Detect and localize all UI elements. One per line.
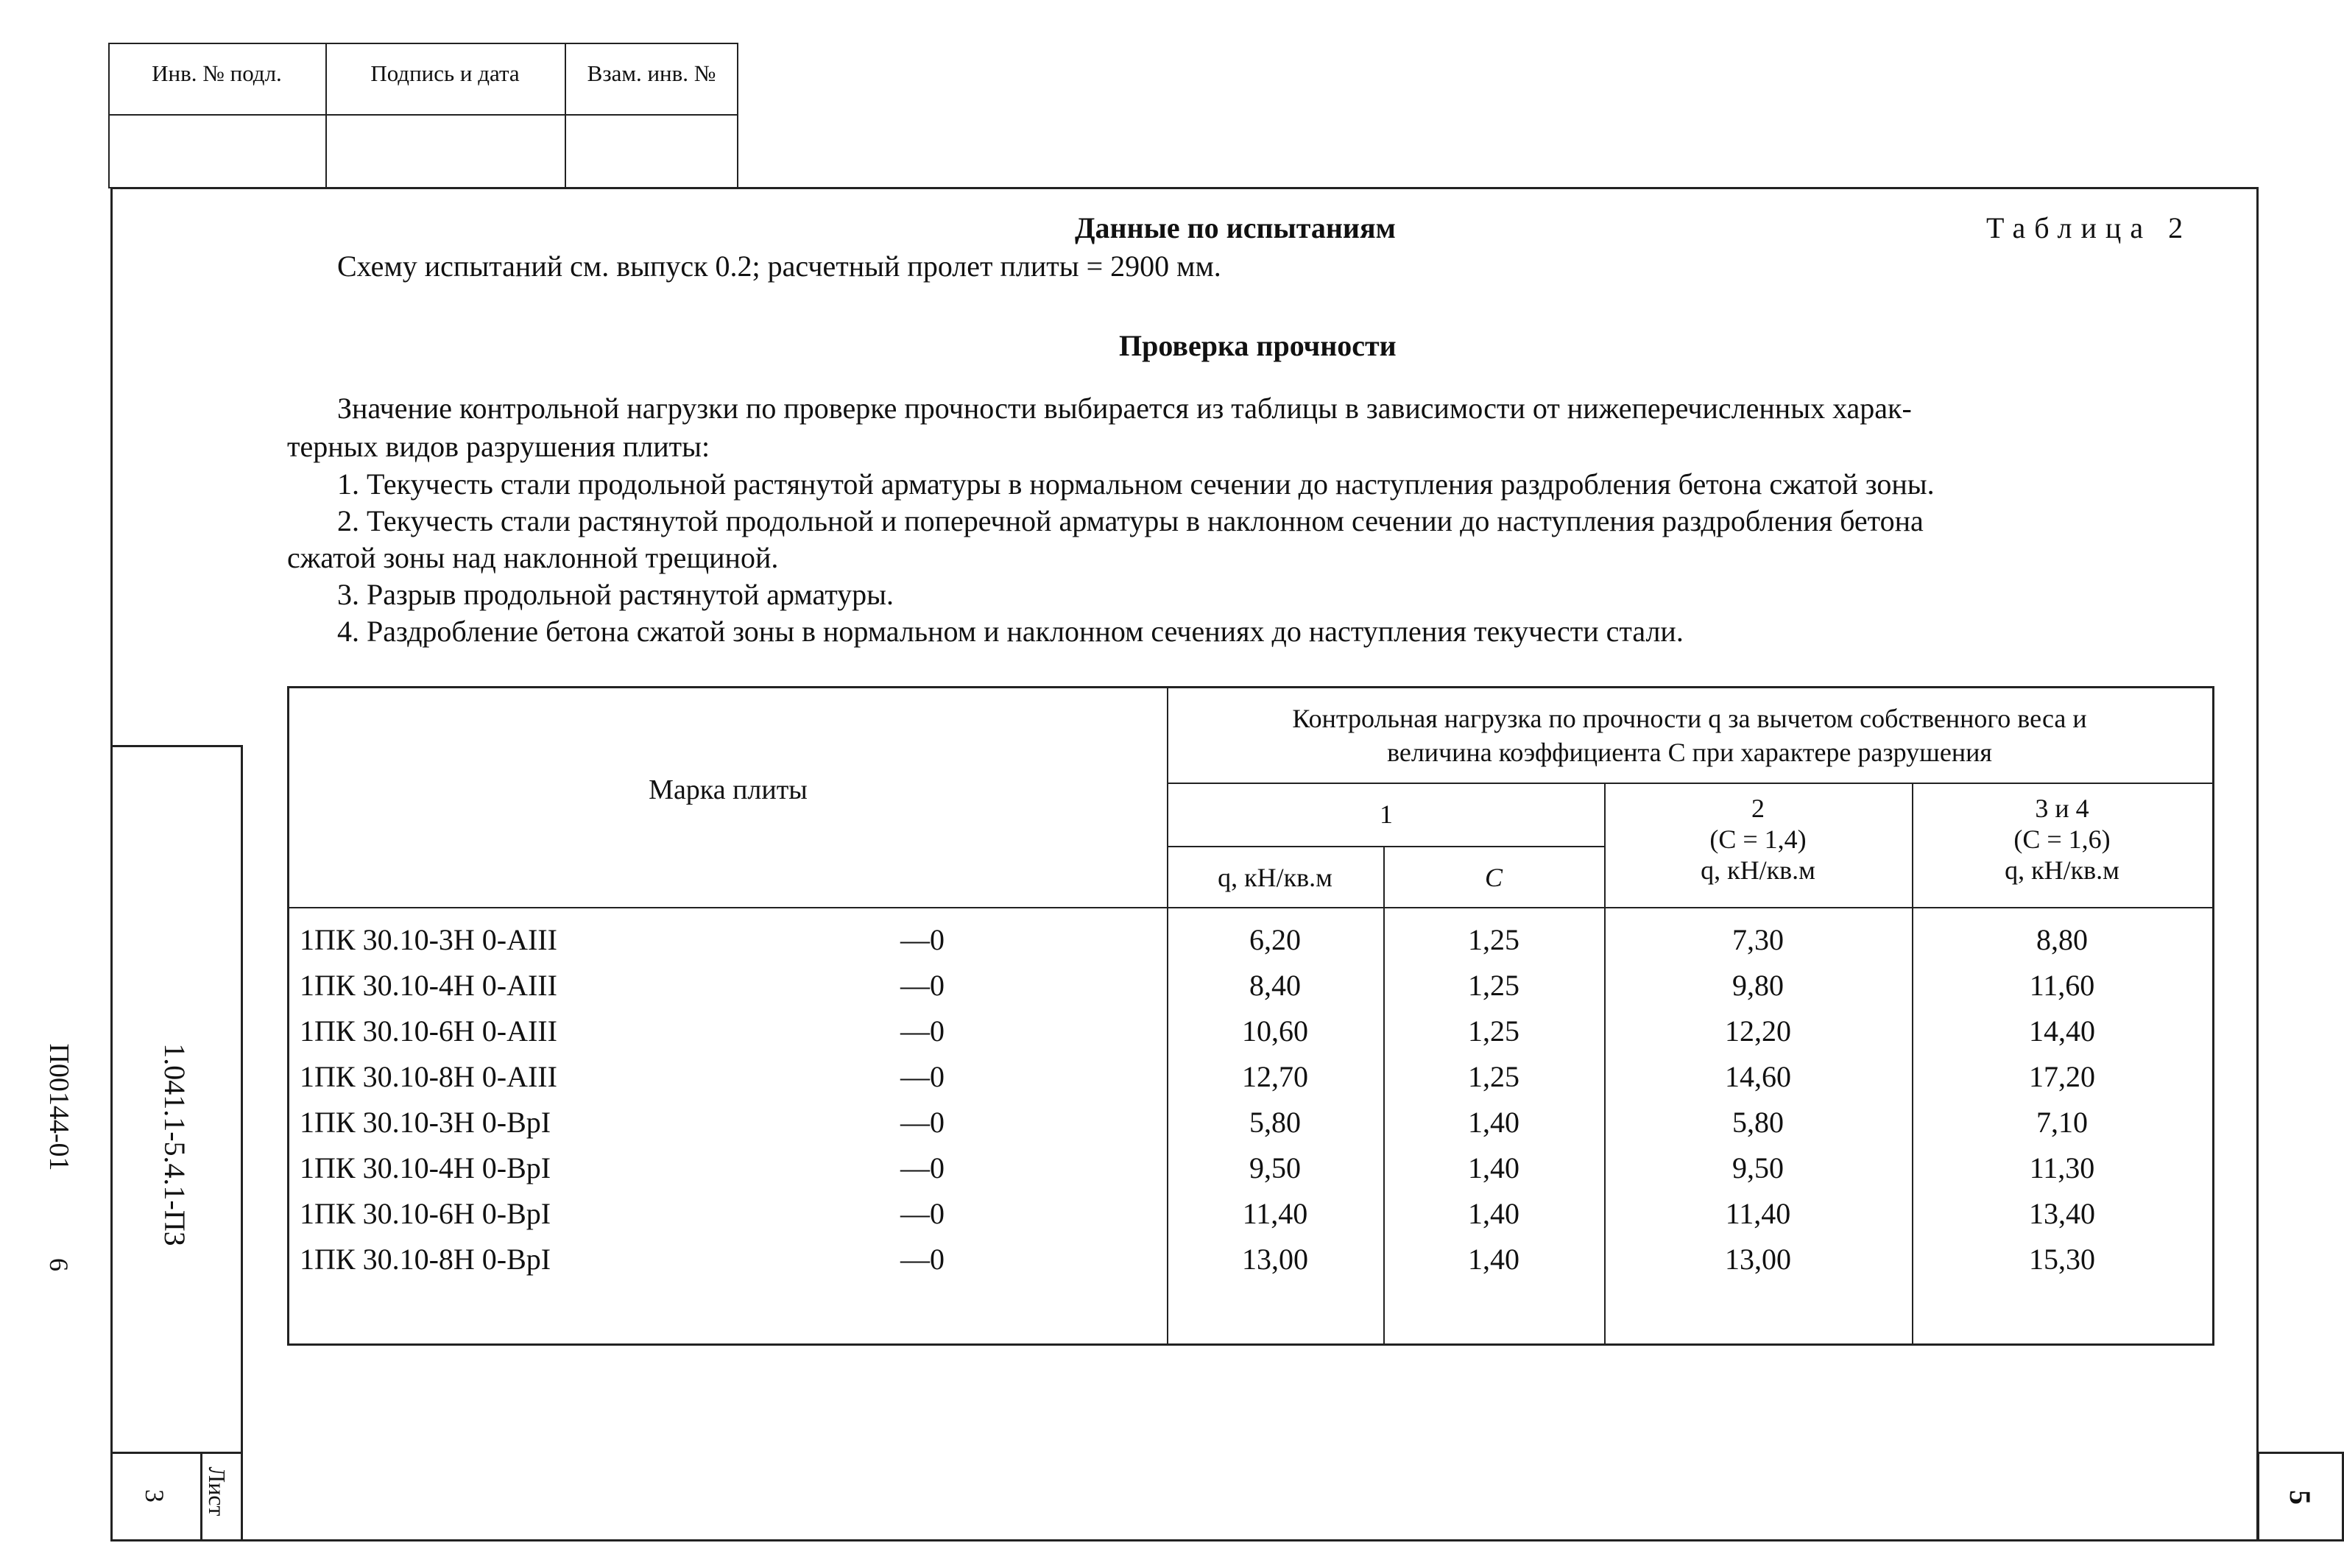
table-row-6-suffix: —0	[900, 1151, 945, 1184]
side-strip-divider	[110, 1452, 243, 1454]
table-row-5-q34: 7,10	[2036, 1106, 2088, 1139]
table-row-7-q34: 13,40	[2029, 1197, 2095, 1230]
intro-line-1: Значение контрольной нагрузки по проверке прочности выбирается из таблицы в зависимости от нижеперечисленных харак-	[337, 392, 1912, 425]
data-table	[287, 686, 2214, 1346]
item-4: 4. Раздробление бетона сжатой зоны в нормальном и наклонном сечениях до наступления текучести стали.	[337, 615, 1684, 648]
table-row-8-q1: 13,00	[1242, 1243, 1308, 1276]
table-row-3-c: 1,25	[1468, 1014, 1519, 1048]
mode-2-q-header: q, кН/кв.м	[1701, 855, 1815, 885]
table-row-5-suffix: —0	[900, 1106, 945, 1139]
table-row-5-mark: 1ПК 30.10-3Н 0-ВрI	[300, 1106, 551, 1139]
table-row-6-q1: 9,50	[1249, 1151, 1301, 1184]
table-row-2-q1: 8,40	[1249, 969, 1301, 1002]
table-row-5-c: 1,40	[1468, 1106, 1519, 1139]
page-small: 6	[44, 1258, 74, 1271]
mode-1-c-header: C	[1484, 863, 1503, 892]
table-row-4-suffix: —0	[900, 1060, 945, 1093]
table-row-8-mark: 1ПК 30.10-8Н 0-ВрI	[300, 1243, 551, 1276]
table-row-6-q2: 9,50	[1732, 1151, 1784, 1184]
sheet-label: Лист	[204, 1466, 230, 1516]
table-row-3-mark: 1ПК 30.10-6Н 0-АIII	[300, 1014, 557, 1048]
table-row-8-c: 1,40	[1468, 1243, 1519, 1276]
page-number: 5	[2284, 1490, 2317, 1505]
stamp-vzam-inv: Взам. инв. №	[587, 60, 716, 86]
intro-line-2: терных видов разрушения плиты:	[287, 430, 710, 463]
mode-2-header: 2	[1751, 794, 1765, 823]
table-row-1-suffix: —0	[900, 923, 945, 956]
table-row-1-mark: 1ПК 30.10-3Н 0-АIII	[300, 923, 557, 956]
table-row-3-q1: 10,60	[1242, 1014, 1308, 1048]
table-row-1-c: 1,25	[1468, 923, 1519, 956]
header-bottom-line	[289, 907, 2212, 908]
table-row-5-q1: 5,80	[1249, 1106, 1301, 1139]
table-row-8-q2: 13,00	[1725, 1243, 1791, 1276]
table-row-4-q1: 12,70	[1242, 1060, 1308, 1093]
table-row-5-q2: 5,80	[1732, 1106, 1784, 1139]
page-title: Данные по испытаниям	[1075, 211, 1396, 244]
table-row-3-suffix: —0	[900, 1014, 945, 1048]
table-row-7-mark: 1ПК 30.10-6Н 0-ВрI	[300, 1197, 551, 1230]
mode-1-header: 1	[1380, 799, 1393, 829]
table-row-7-q1: 11,40	[1242, 1197, 1308, 1230]
table-row-6-q34: 11,30	[2029, 1151, 2095, 1184]
table-label: Таблица 2	[1986, 211, 2192, 244]
group-header-line-1: Контрольная нагрузка по прочности q за вычетом собственного веса и	[1292, 704, 2087, 733]
mode-34-c: (C = 1,6)	[2013, 824, 2111, 854]
table-row-8-q34: 15,30	[2029, 1243, 2095, 1276]
col-mark-header: Марка плиты	[649, 774, 808, 805]
mode-1-q-header: q, кН/кв.м	[1218, 863, 1332, 892]
table-row-3-q34: 14,40	[2029, 1014, 2095, 1048]
subtitle: Схему испытаний см. выпуск 0.2; расчетный пролет плиты = 2900 мм.	[337, 250, 1221, 283]
stamp-podpis-data: Подпись и дата	[370, 60, 520, 86]
table-row-7-q2: 11,40	[1725, 1197, 1791, 1230]
table-row-1-q1: 6,20	[1249, 923, 1301, 956]
item-2-line-1: 2. Текучесть стали растянутой продольной и поперечной арматуры в наклонном сечении до наступления раздробления бетона	[337, 504, 1924, 537]
table-row-2-q34: 11,60	[2029, 969, 2095, 1002]
table-row-7-c: 1,40	[1468, 1197, 1519, 1230]
stamp-inv-podl: Инв. № подл.	[152, 60, 282, 86]
stamp-divider	[108, 114, 738, 116]
table-row-2-q2: 9,80	[1732, 969, 1784, 1002]
group-header-line-2: величина коэффициента C при характере разрушения	[1387, 738, 1992, 767]
table-row-1-q34: 8,80	[2036, 923, 2088, 956]
table-row-3-q2: 12,20	[1725, 1014, 1791, 1048]
mode-34-q-header: q, кН/кв.м	[2005, 855, 2119, 885]
table-row-2-suffix: —0	[900, 969, 945, 1002]
table-row-7-suffix: —0	[900, 1197, 945, 1230]
table-row-2-mark: 1ПК 30.10-4Н 0-АIII	[300, 969, 557, 1002]
item-1: 1. Текучесть стали продольной растянутой арматуры в нормальном сечении до наступления раздробления бетона сжатой зоны.	[337, 467, 1935, 501]
section-title: Проверка прочности	[1119, 329, 1397, 362]
table-row-6-mark: 1ПК 30.10-4Н 0-ВрI	[300, 1151, 551, 1184]
table-row-1-q2: 7,30	[1732, 923, 1784, 956]
item-2-line-2: сжатой зоны над наклонной трещиной.	[287, 541, 779, 574]
series-code: П00144-01	[43, 1043, 74, 1171]
table-row-6-c: 1,40	[1468, 1151, 1519, 1184]
table-row-4-q2: 14,60	[1725, 1060, 1791, 1093]
doc-code: 1.041.1-5.4.1-ПЗ	[158, 1043, 191, 1246]
item-3: 3. Разрыв продольной растянутой арматуры.	[337, 578, 894, 611]
table-row-4-mark: 1ПК 30.10-8Н 0-АIII	[300, 1060, 557, 1093]
mode-2-c: (C = 1,4)	[1709, 824, 1807, 854]
table-row-4-c: 1,25	[1468, 1060, 1519, 1093]
side-strip-sheet-divider	[200, 1452, 202, 1541]
header-line-2	[1167, 846, 1606, 847]
table-row-4-q34: 17,20	[2029, 1060, 2095, 1093]
mode-34-header: 3 и 4	[2035, 794, 2089, 823]
header-line-1	[1167, 783, 2212, 784]
table-row-8-suffix: —0	[900, 1243, 945, 1276]
table-row-2-c: 1,25	[1468, 969, 1519, 1002]
sheet-number: 3	[140, 1489, 169, 1502]
